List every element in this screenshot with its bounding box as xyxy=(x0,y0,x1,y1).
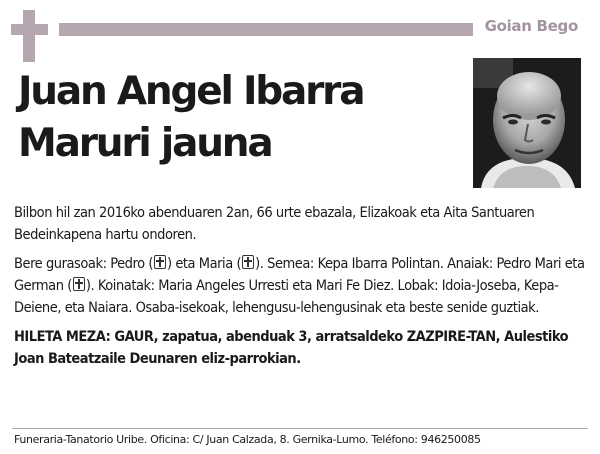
name-line-1: Juan Angel Ibarra xyxy=(18,69,364,114)
cross-icon xyxy=(23,10,35,62)
name-line-2: Maruri jauna xyxy=(18,121,272,166)
boxed-cross-icon xyxy=(242,255,254,269)
obituary-text xyxy=(14,202,588,377)
death-notice: Bilbon hil zan 2016ko abenduaren 2an, 66 urte ebazala, Elizakoak eta Aita Santuaren Bedeinkapena hartu ondoren. xyxy=(14,205,535,243)
funeral-mass-notice: HILETA MEZA: GAUR, zapatua, abenduak 3, arratsaldeko ZAZPIRE-TAN, Aulestiko Joan Bateatzaile Deunaren eliz-parrokian. xyxy=(14,329,569,367)
funeral-home-info: Funeraria-Tanatorio Uribe. Oficina: C/ Juan Calzada, 8. Gernika-Lumo. Teléfono: 946250085 xyxy=(14,433,481,446)
boxed-cross-icon xyxy=(154,255,166,269)
footer-rule xyxy=(12,428,588,429)
family-list: Bere gurasoak: Pedro ( ) eta Maria ( ). Semea: Kepa Ibarra Polintan. Anaiak: Pedro Mari eta German ( ). Koinatak: Maria Angeles Urresti eta Mari Fe Diez. Lobak: Idoia-Joseba, Kepa-Deiene, eta Naiara. Osaba-isekoak, lehengusu-lehengusinak eta beste senide guztiak. xyxy=(14,256,585,316)
header-rule xyxy=(59,23,473,36)
boxed-cross-icon xyxy=(73,277,85,291)
portrait-photo xyxy=(473,58,581,188)
cross-icon-bar xyxy=(11,24,48,35)
location-label: Goian Bego xyxy=(484,17,578,35)
deceased-name xyxy=(18,66,458,170)
